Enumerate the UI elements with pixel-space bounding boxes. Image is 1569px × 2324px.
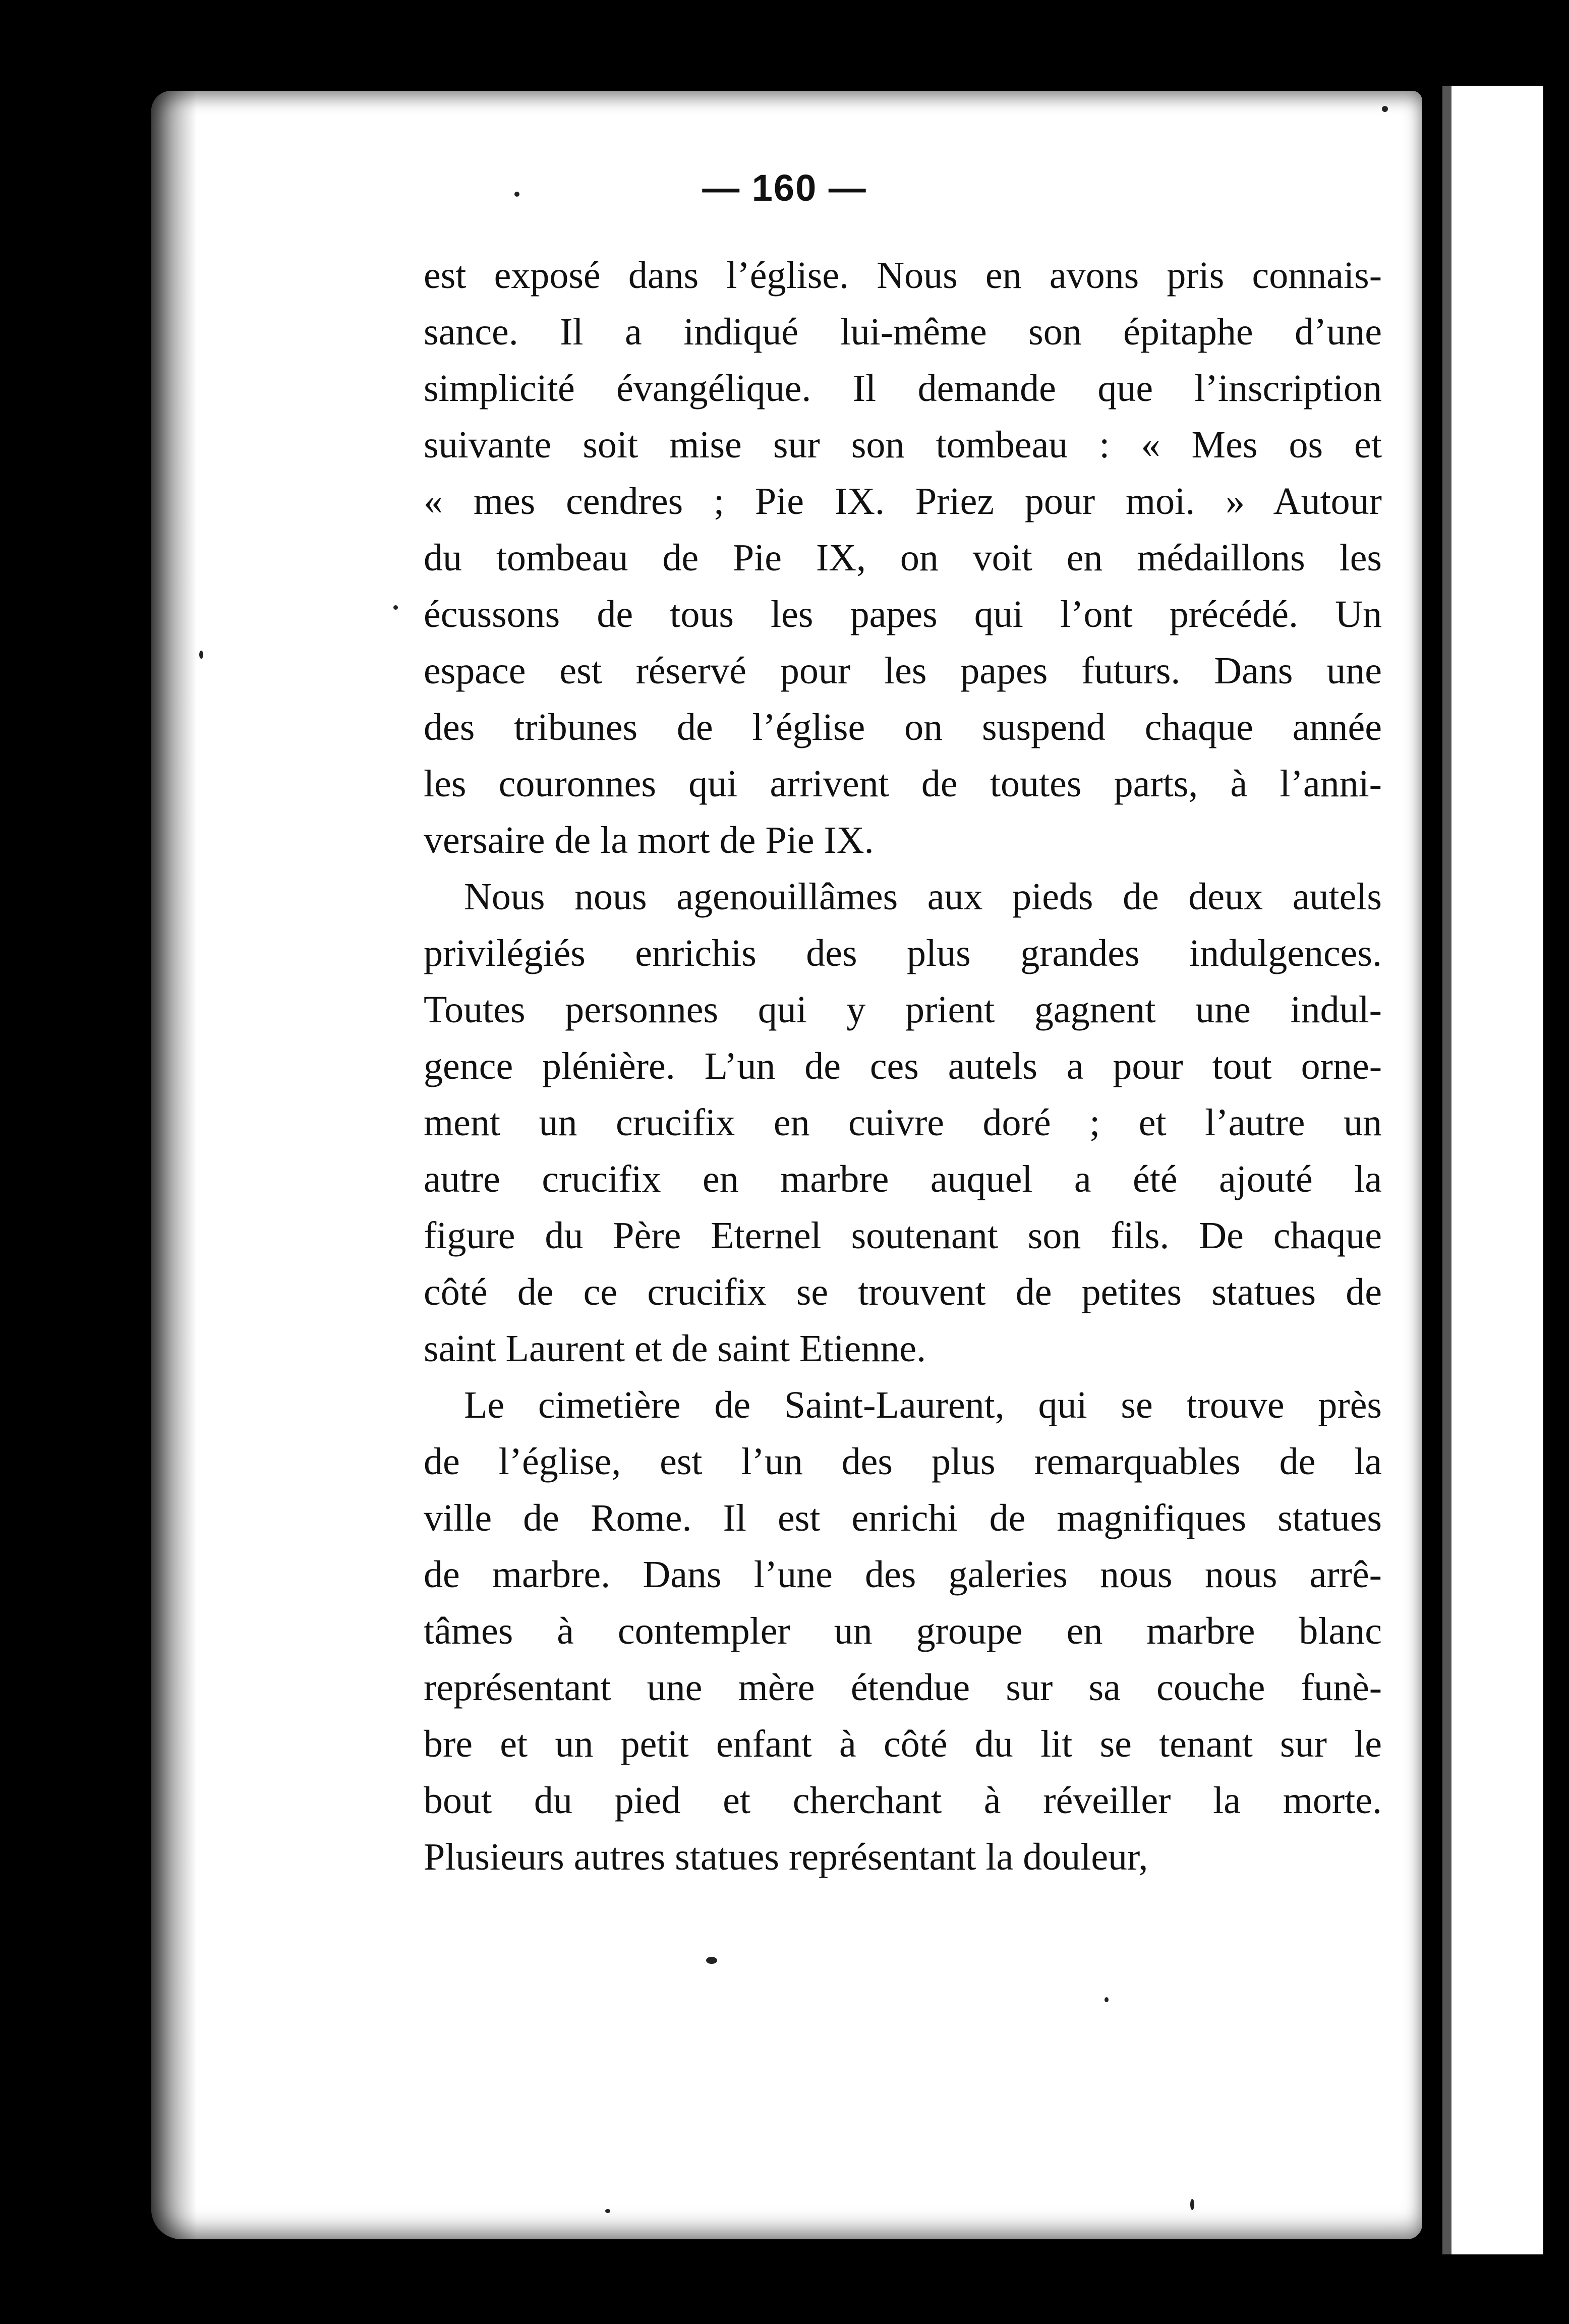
text-line: sance. Il a indiqué lui-même son épitaphe d’une <box>424 311 1382 353</box>
text-line: bout du pied et cherchant à réveiller la morte. <box>424 1779 1382 1822</box>
text-line: ville de Rome. Il est enrichi de magnifiques statues <box>424 1497 1382 1539</box>
text-line: figure du Père Eternel soutenant son fils. De chaque <box>424 1214 1382 1257</box>
scan-speck <box>199 651 203 659</box>
text-line: écussons de tous les papes qui l’ont précédé. Un <box>424 593 1382 635</box>
paragraph <box>424 247 1382 868</box>
text-line: saint Laurent et de saint Etienne. <box>424 1327 926 1370</box>
text-line: de marbre. Dans l’une des galeries nous nous arrê- <box>424 1553 1382 1596</box>
text-line: de l’église, est l’un des plus remarquables de la <box>424 1440 1382 1483</box>
scan-speck <box>706 1957 717 1964</box>
page-gutter-shadow <box>1442 86 1451 2254</box>
text-line: Toutes personnes qui y prient gagnent une indul- <box>424 989 1382 1031</box>
text-line: privilégiés enrichis des plus grandes indulgences. <box>424 932 1382 974</box>
scan-speck <box>514 192 519 197</box>
text-line: espace est réservé pour les papes futurs. Dans une <box>424 650 1382 692</box>
text-line: tâmes à contempler un groupe en marbre blanc <box>424 1610 1382 1652</box>
text-line: simplicité évangélique. Il demande que l’inscription <box>424 367 1382 410</box>
text-line: gence plénière. L’un de ces autels a pour tout orne- <box>424 1045 1382 1087</box>
scan-speck <box>1105 1997 1109 2002</box>
paragraph <box>424 868 1382 1377</box>
text-line: Le cimetière de Saint-Laurent, qui se trouve près <box>464 1384 1382 1426</box>
text-line: bre et un petit enfant à côté du lit se tenant sur le <box>424 1723 1382 1765</box>
adjacent-page-edge <box>1442 86 1543 2254</box>
page-number: — 160 — <box>702 167 867 209</box>
text-line: est exposé dans l’église. Nous en avons pris connais- <box>424 254 1382 297</box>
text-line: versaire de la mort de Pie IX. <box>424 819 874 861</box>
paragraph <box>424 1377 1382 1885</box>
scan-speck <box>605 2209 610 2213</box>
text-line: « mes cendres ; Pie IX. Priez pour moi. » Autour <box>424 480 1382 522</box>
scan-speck <box>1190 2199 1194 2210</box>
text-line: Plusieurs autres statues représentant la douleur, <box>424 1836 1148 1878</box>
text-line: ment un crucifix en cuivre doré ; et l’autre un <box>424 1101 1382 1144</box>
text-line: suivante soit mise sur son tombeau : « Mes os et <box>424 424 1382 466</box>
scan-speck <box>1382 106 1388 112</box>
text-line: représentant une mère étendue sur sa couche funè- <box>424 1666 1382 1709</box>
text-line: autre crucifix en marbre auquel a été ajouté la <box>424 1158 1382 1200</box>
text-line: des tribunes de l’église on suspend chaque année <box>424 706 1382 748</box>
text-line: les couronnes qui arrivent de toutes parts, à l’anni- <box>424 763 1382 805</box>
text-line: côté de ce crucifix se trouvent de petites statues de <box>424 1271 1382 1313</box>
body-text <box>424 247 1382 1885</box>
text-line: du tombeau de Pie IX, on voit en médaillons les <box>424 537 1382 579</box>
scan-speck <box>393 605 398 610</box>
text-line: Nous nous agenouillâmes aux pieds de deux autels <box>464 876 1382 918</box>
